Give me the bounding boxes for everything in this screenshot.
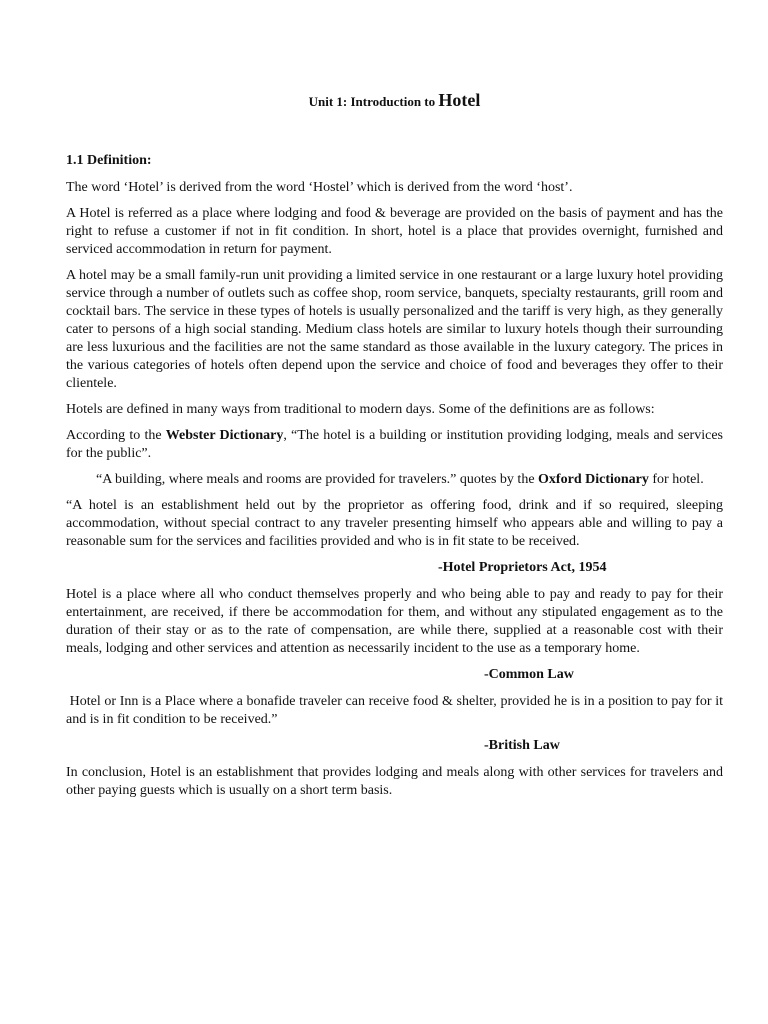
quote-proprietors-act: “A hotel is an establishment held out by the proprietor as offering food, drink and if so required, sleeping accommodation, without special contract to any traveler presenting himself who appears able and willing to pay a reasonable sum for the services and facilities provided and who is in fit state to be received. <box>66 498 723 549</box>
webster-before: According to the <box>66 428 166 443</box>
paragraph-conclusion: In conclusion, Hotel is an establishment that provides lodging and meals along with other services for travelers and other paying guests which is usually on a short term basis. <box>66 765 723 798</box>
title-prefix: Unit 1: Introduction to <box>308 94 439 109</box>
paragraph-hotel-types: A hotel may be a small family-run unit providing a limited service in one restaurant or a large luxury hotel providing service through a number of outlets such as coffee shop, room service, banquets, specialty restaurants, grill room and cocktail bars. The service in these types of hotels is usually personalized and the tariff is very high, as they generally cater to persons of a high social standing. Medium class hotels are similar to luxury hotels though their surrounding are less luxurious and the facilities are not the same standard as those available in the luxury category. The prices in the various categories of hotels often depend upon the service and choice of food and beverages they offer to their clientele. <box>66 268 723 391</box>
attribution-british-law: -British Law <box>484 738 560 753</box>
page-title <box>66 86 723 116</box>
title-word: Hotel <box>438 90 481 110</box>
paragraph-oxford <box>66 471 723 489</box>
section-heading: 1.1 Definition: <box>66 153 152 168</box>
attribution-common-law: -Common Law <box>484 667 574 682</box>
document-page <box>66 86 727 808</box>
quote-common-law: Hotel is a place where all who conduct themselves properly and who being able to pay and ready to pay for their entertainment, are received, if there be accommodation for them, and without any stipulated engagement as to the duration of their stay or as to the rate of compensation, are while there, supplied at a reasonable cost with their meals, lodging and other services and attention as necessarily incident to the use as a temporary home. <box>66 587 723 656</box>
paragraph-definitions-intro: Hotels are defined in many ways from traditional to modern days. Some of the definitions are as follows: <box>66 402 655 417</box>
oxford-source: Oxford Dictionary <box>538 472 649 487</box>
oxford-after: for hotel. <box>648 472 704 487</box>
webster-after: , “The hotel is a building or institution providing lodging, meals and services for the public”. <box>66 428 723 461</box>
paragraph-etymology: The word ‘Hotel’ is derived from the word ‘Hostel’ which is derived from the word ‘host’. <box>66 180 573 195</box>
oxford-before: “A building, where meals and rooms are provided for travelers.” quotes by the <box>96 472 539 487</box>
webster-source: Webster Dictionary <box>165 428 284 443</box>
attribution-proprietors-act: -Hotel Proprietors Act, 1954 <box>438 560 607 575</box>
paragraph-hotel-definition: A Hotel is referred as a place where lodging and food & beverage are provided on the basis of payment and has the right to refuse a customer if not in fit condition. In short, hotel is a place that provides overnight, furnished and serviced accommodation in return for payment. <box>66 206 723 257</box>
paragraph-webster <box>66 427 723 463</box>
quote-british-law: Hotel or Inn is a Place where a bonafide traveler can receive food & shelter, provided he is in a position to pay for it and is in fit condition to be received.” <box>66 694 727 727</box>
